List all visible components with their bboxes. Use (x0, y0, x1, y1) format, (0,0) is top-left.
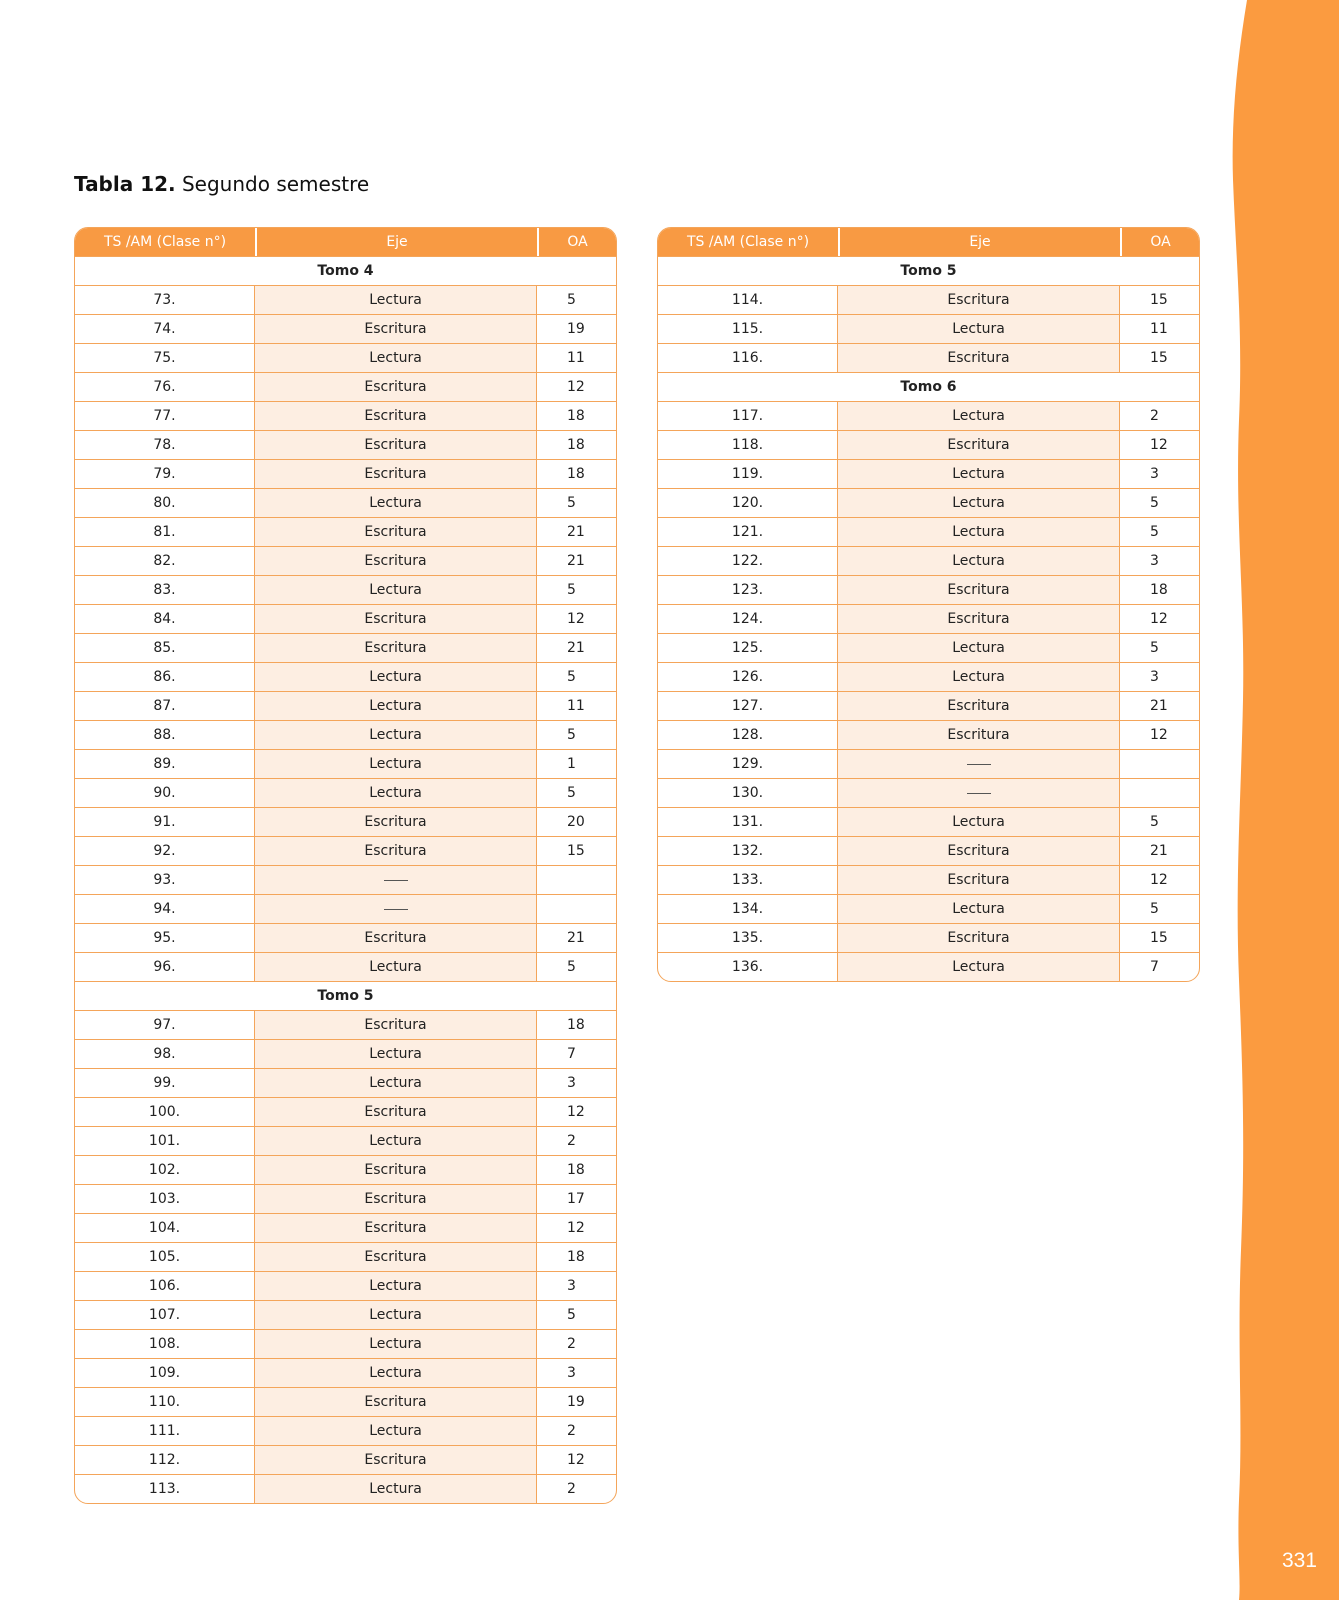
table-row (75, 1358, 616, 1387)
table-row (658, 923, 1199, 952)
header-eje: Eje (838, 228, 1120, 256)
cell-eje: Escritura (255, 1242, 537, 1271)
cell-oa: 5 (537, 488, 616, 517)
table-row (75, 1213, 616, 1242)
table-row (75, 952, 616, 981)
cell-clase: 122. (658, 546, 838, 575)
cell-clase: 92. (75, 836, 255, 865)
table-row (75, 285, 616, 314)
cell-oa: 5 (1120, 807, 1199, 836)
cell-eje: Lectura (255, 285, 537, 314)
cell-oa: 5 (1120, 633, 1199, 662)
cell-eje: Escritura (838, 865, 1120, 894)
table-row (75, 575, 616, 604)
table-row (658, 314, 1199, 343)
cell-oa: 12 (1120, 604, 1199, 633)
section-row (75, 981, 616, 1010)
cell-eje: Escritura (255, 459, 537, 488)
cell-clase: 110. (75, 1387, 255, 1416)
cell-oa: 11 (1120, 314, 1199, 343)
cell-oa: 18 (537, 459, 616, 488)
table-row (75, 1474, 616, 1503)
cell-oa: 5 (537, 662, 616, 691)
table-row (658, 952, 1199, 981)
cell-clase: 78. (75, 430, 255, 459)
cell-clase: 123. (658, 575, 838, 604)
cell-eje: Escritura (255, 430, 537, 459)
cell-clase: 73. (75, 285, 255, 314)
table-row (75, 1155, 616, 1184)
cell-clase: 96. (75, 952, 255, 981)
table-row (75, 923, 616, 952)
cell-eje: Lectura (838, 633, 1120, 662)
cell-eje: Escritura (255, 1155, 537, 1184)
table-row (75, 604, 616, 633)
cell-eje: Lectura (255, 1271, 537, 1300)
cell-eje: Escritura (838, 691, 1120, 720)
cell-eje: Lectura (838, 401, 1120, 430)
cell-oa: 17 (537, 1184, 616, 1213)
table-row (75, 1329, 616, 1358)
cell-clase: 118. (658, 430, 838, 459)
cell-eje: Escritura (255, 1097, 537, 1126)
table-row (75, 691, 616, 720)
cell-oa: 5 (1120, 894, 1199, 923)
cell-clase: 104. (75, 1213, 255, 1242)
cell-eje: Lectura (255, 662, 537, 691)
cell-oa: 3 (1120, 546, 1199, 575)
cell-eje: Escritura (255, 836, 537, 865)
cell-oa: 7 (1120, 952, 1199, 981)
cell-oa: 2 (537, 1329, 616, 1358)
table-row (75, 865, 616, 894)
table-row (75, 633, 616, 662)
cell-oa: 1 (537, 749, 616, 778)
cell-oa: 15 (537, 836, 616, 865)
caption-text: Segundo semestre (181, 172, 370, 196)
cell-oa: 5 (537, 285, 616, 314)
cell-oa: 2 (1120, 401, 1199, 430)
table-row (75, 517, 616, 546)
cell-oa: 3 (537, 1271, 616, 1300)
cell-eje: Lectura (838, 894, 1120, 923)
table-row (658, 430, 1199, 459)
cell-oa (1120, 778, 1199, 807)
cell-clase: 83. (75, 575, 255, 604)
cell-oa: 18 (537, 1155, 616, 1184)
table-row (658, 343, 1199, 372)
cell-clase: 133. (658, 865, 838, 894)
cell-eje: Escritura (255, 923, 537, 952)
cell-eje: Escritura (255, 1213, 537, 1242)
cell-eje: Escritura (838, 430, 1120, 459)
cell-eje: Lectura (255, 488, 537, 517)
cell-clase: 132. (658, 836, 838, 865)
cell-clase: 95. (75, 923, 255, 952)
table-row (75, 343, 616, 372)
table-row (75, 1387, 616, 1416)
cell-oa: 12 (537, 1213, 616, 1242)
table-row (75, 1184, 616, 1213)
cell-eje: Lectura (255, 1416, 537, 1445)
cell-eje: Lectura (255, 1039, 537, 1068)
table-row (75, 836, 616, 865)
cell-oa: 20 (537, 807, 616, 836)
cell-eje: Escritura (255, 372, 537, 401)
header-eje: Eje (255, 228, 537, 256)
cell-clase: 94. (75, 894, 255, 923)
cell-clase: 75. (75, 343, 255, 372)
orange-side-band (1229, 0, 1339, 1600)
cell-clase: 128. (658, 720, 838, 749)
dash-mark (384, 909, 408, 910)
cell-eje: Lectura (255, 1126, 537, 1155)
table-row (75, 459, 616, 488)
cell-eje: Lectura (255, 749, 537, 778)
table-row (75, 720, 616, 749)
cell-clase: 134. (658, 894, 838, 923)
table-row (75, 1300, 616, 1329)
cell-clase: 85. (75, 633, 255, 662)
cell-eje (255, 865, 537, 894)
cell-clase: 131. (658, 807, 838, 836)
cell-eje: Lectura (838, 807, 1120, 836)
cell-eje: Escritura (255, 401, 537, 430)
table-row (75, 778, 616, 807)
cell-eje: Lectura (255, 1358, 537, 1387)
cell-clase: 91. (75, 807, 255, 836)
table-row (658, 720, 1199, 749)
cell-oa: 2 (537, 1416, 616, 1445)
table-row (658, 894, 1199, 923)
cell-clase: 107. (75, 1300, 255, 1329)
cell-clase: 112. (75, 1445, 255, 1474)
cell-oa: 5 (537, 952, 616, 981)
cell-oa: 5 (537, 575, 616, 604)
cell-eje: Escritura (838, 720, 1120, 749)
cell-oa: 11 (537, 691, 616, 720)
cell-eje: Escritura (255, 1184, 537, 1213)
cell-clase: 114. (658, 285, 838, 314)
cell-oa: 5 (537, 720, 616, 749)
cell-clase: 86. (75, 662, 255, 691)
section-row (658, 372, 1199, 401)
cell-eje: Escritura (838, 604, 1120, 633)
table-row (658, 778, 1199, 807)
cell-clase: 117. (658, 401, 838, 430)
cell-oa (537, 894, 616, 923)
table-row (75, 314, 616, 343)
cell-eje: Lectura (838, 662, 1120, 691)
cell-eje: Escritura (255, 1445, 537, 1474)
cell-clase: 121. (658, 517, 838, 546)
cell-oa: 21 (537, 517, 616, 546)
cell-clase: 84. (75, 604, 255, 633)
section-title: Tomo 5 (658, 256, 1199, 285)
table-row (75, 1242, 616, 1271)
cell-oa: 18 (1120, 575, 1199, 604)
table-row (75, 749, 616, 778)
cell-clase: 89. (75, 749, 255, 778)
cell-clase: 81. (75, 517, 255, 546)
table-row (658, 546, 1199, 575)
header-row (658, 228, 1199, 256)
cell-clase: 98. (75, 1039, 255, 1068)
cell-clase: 113. (75, 1474, 255, 1503)
cell-eje: Escritura (255, 604, 537, 633)
table-row (75, 430, 616, 459)
table-row (658, 865, 1199, 894)
cell-clase: 130. (658, 778, 838, 807)
cell-oa: 12 (537, 604, 616, 633)
cell-oa (1120, 749, 1199, 778)
cell-eje: Lectura (255, 720, 537, 749)
cell-clase: 124. (658, 604, 838, 633)
cell-oa: 2 (537, 1474, 616, 1503)
section-title: Tomo 6 (658, 372, 1199, 401)
caption-label: Tabla 12. (74, 172, 176, 196)
table-row (75, 1097, 616, 1126)
cell-eje: Lectura (255, 1474, 537, 1503)
cell-oa: 21 (537, 633, 616, 662)
cell-oa: 15 (1120, 343, 1199, 372)
cell-oa: 12 (1120, 865, 1199, 894)
table-row (75, 546, 616, 575)
header-oa: OA (537, 228, 616, 256)
table-caption (74, 172, 369, 196)
table-row (75, 1010, 616, 1039)
cell-oa: 2 (537, 1126, 616, 1155)
cell-eje: Escritura (838, 285, 1120, 314)
page-number: 331 (1281, 1549, 1317, 1572)
cell-clase: 111. (75, 1416, 255, 1445)
cell-clase: 129. (658, 749, 838, 778)
cell-oa: 7 (537, 1039, 616, 1068)
cell-eje: Escritura (838, 343, 1120, 372)
cell-eje: Lectura (838, 488, 1120, 517)
dash-mark (967, 764, 991, 765)
table-row (75, 662, 616, 691)
cell-oa: 15 (1120, 285, 1199, 314)
dash-mark (967, 793, 991, 794)
cell-clase: 88. (75, 720, 255, 749)
cell-oa: 3 (1120, 662, 1199, 691)
table-row (658, 807, 1199, 836)
cell-clase: 97. (75, 1010, 255, 1039)
table-row (658, 836, 1199, 865)
cell-clase: 126. (658, 662, 838, 691)
cell-oa: 12 (1120, 430, 1199, 459)
cell-oa: 15 (1120, 923, 1199, 952)
table-row (658, 633, 1199, 662)
cell-clase: 90. (75, 778, 255, 807)
cell-eje: Escritura (255, 1010, 537, 1039)
cell-clase: 125. (658, 633, 838, 662)
section-title: Tomo 5 (75, 981, 616, 1010)
table-row (658, 749, 1199, 778)
cell-oa: 12 (537, 1097, 616, 1126)
cell-eje: Escritura (838, 836, 1120, 865)
cell-oa: 18 (537, 1242, 616, 1271)
cell-eje: Escritura (838, 923, 1120, 952)
table-row (75, 1126, 616, 1155)
table-row (658, 459, 1199, 488)
cell-eje: Escritura (255, 1387, 537, 1416)
table-row (658, 285, 1199, 314)
cell-oa: 12 (537, 372, 616, 401)
cell-eje: Lectura (255, 1300, 537, 1329)
cell-oa: 19 (537, 1387, 616, 1416)
cell-oa: 3 (1120, 459, 1199, 488)
cell-oa: 5 (1120, 517, 1199, 546)
table-row (75, 1445, 616, 1474)
cell-eje: Lectura (255, 575, 537, 604)
table-row (658, 401, 1199, 430)
cell-clase: 82. (75, 546, 255, 575)
cell-clase: 135. (658, 923, 838, 952)
cell-eje (255, 894, 537, 923)
cell-oa: 12 (1120, 720, 1199, 749)
cell-eje: Escritura (255, 807, 537, 836)
section-row (658, 256, 1199, 285)
cell-eje: Lectura (255, 778, 537, 807)
cell-eje: Lectura (255, 1329, 537, 1358)
section-row (75, 256, 616, 285)
cell-eje: Lectura (838, 459, 1120, 488)
header-clase: TS /AM (Clase n°) (75, 228, 255, 256)
cell-eje: Lectura (255, 952, 537, 981)
cell-eje (838, 778, 1120, 807)
table-row (75, 1068, 616, 1097)
cell-eje (838, 749, 1120, 778)
cell-eje: Escritura (255, 546, 537, 575)
cell-clase: 102. (75, 1155, 255, 1184)
cell-eje: Lectura (838, 517, 1120, 546)
cell-clase: 87. (75, 691, 255, 720)
header-clase: TS /AM (Clase n°) (658, 228, 838, 256)
table-row (75, 807, 616, 836)
cell-oa: 11 (537, 343, 616, 372)
cell-oa: 5 (537, 778, 616, 807)
table-left (74, 227, 617, 1504)
cell-eje: Lectura (255, 1068, 537, 1097)
table-row (75, 894, 616, 923)
cell-clase: 79. (75, 459, 255, 488)
cell-oa: 3 (537, 1358, 616, 1387)
table-row (658, 488, 1199, 517)
cell-oa: 19 (537, 314, 616, 343)
table-row (75, 1416, 616, 1445)
cell-clase: 103. (75, 1184, 255, 1213)
cell-clase: 127. (658, 691, 838, 720)
cell-oa: 18 (537, 1010, 616, 1039)
cell-oa: 18 (537, 401, 616, 430)
cell-oa: 5 (537, 1300, 616, 1329)
dash-mark (384, 880, 408, 881)
header-row (75, 228, 616, 256)
cell-eje: Lectura (255, 691, 537, 720)
table-row (658, 691, 1199, 720)
cell-clase: 119. (658, 459, 838, 488)
cell-eje: Escritura (255, 314, 537, 343)
section-title: Tomo 4 (75, 256, 616, 285)
header-oa: OA (1120, 228, 1199, 256)
cell-oa: 3 (537, 1068, 616, 1097)
cell-clase: 109. (75, 1358, 255, 1387)
table-row (75, 488, 616, 517)
cell-clase: 101. (75, 1126, 255, 1155)
cell-eje: Lectura (255, 343, 537, 372)
cell-oa: 18 (537, 430, 616, 459)
table-row (75, 372, 616, 401)
cell-clase: 116. (658, 343, 838, 372)
cell-oa: 12 (537, 1445, 616, 1474)
table-row (75, 401, 616, 430)
cell-oa (537, 865, 616, 894)
cell-eje: Escritura (255, 633, 537, 662)
cell-clase: 74. (75, 314, 255, 343)
cell-clase: 106. (75, 1271, 255, 1300)
cell-eje: Escritura (838, 575, 1120, 604)
cell-clase: 80. (75, 488, 255, 517)
cell-clase: 108. (75, 1329, 255, 1358)
cell-clase: 99. (75, 1068, 255, 1097)
table-row (658, 575, 1199, 604)
cell-eje: Lectura (838, 314, 1120, 343)
cell-clase: 105. (75, 1242, 255, 1271)
table-row (75, 1039, 616, 1068)
cell-clase: 76. (75, 372, 255, 401)
cell-oa: 21 (537, 546, 616, 575)
table-row (658, 604, 1199, 633)
cell-oa: 21 (537, 923, 616, 952)
table-row (658, 517, 1199, 546)
cell-clase: 136. (658, 952, 838, 981)
cell-oa: 21 (1120, 836, 1199, 865)
cell-clase: 77. (75, 401, 255, 430)
table-row (75, 1271, 616, 1300)
cell-clase: 115. (658, 314, 838, 343)
cell-oa: 21 (1120, 691, 1199, 720)
table-right (657, 227, 1200, 982)
cell-clase: 93. (75, 865, 255, 894)
table-row (658, 662, 1199, 691)
cell-eje: Lectura (838, 952, 1120, 981)
cell-eje: Lectura (838, 546, 1120, 575)
cell-oa: 5 (1120, 488, 1199, 517)
cell-eje: Escritura (255, 517, 537, 546)
cell-clase: 100. (75, 1097, 255, 1126)
cell-clase: 120. (658, 488, 838, 517)
